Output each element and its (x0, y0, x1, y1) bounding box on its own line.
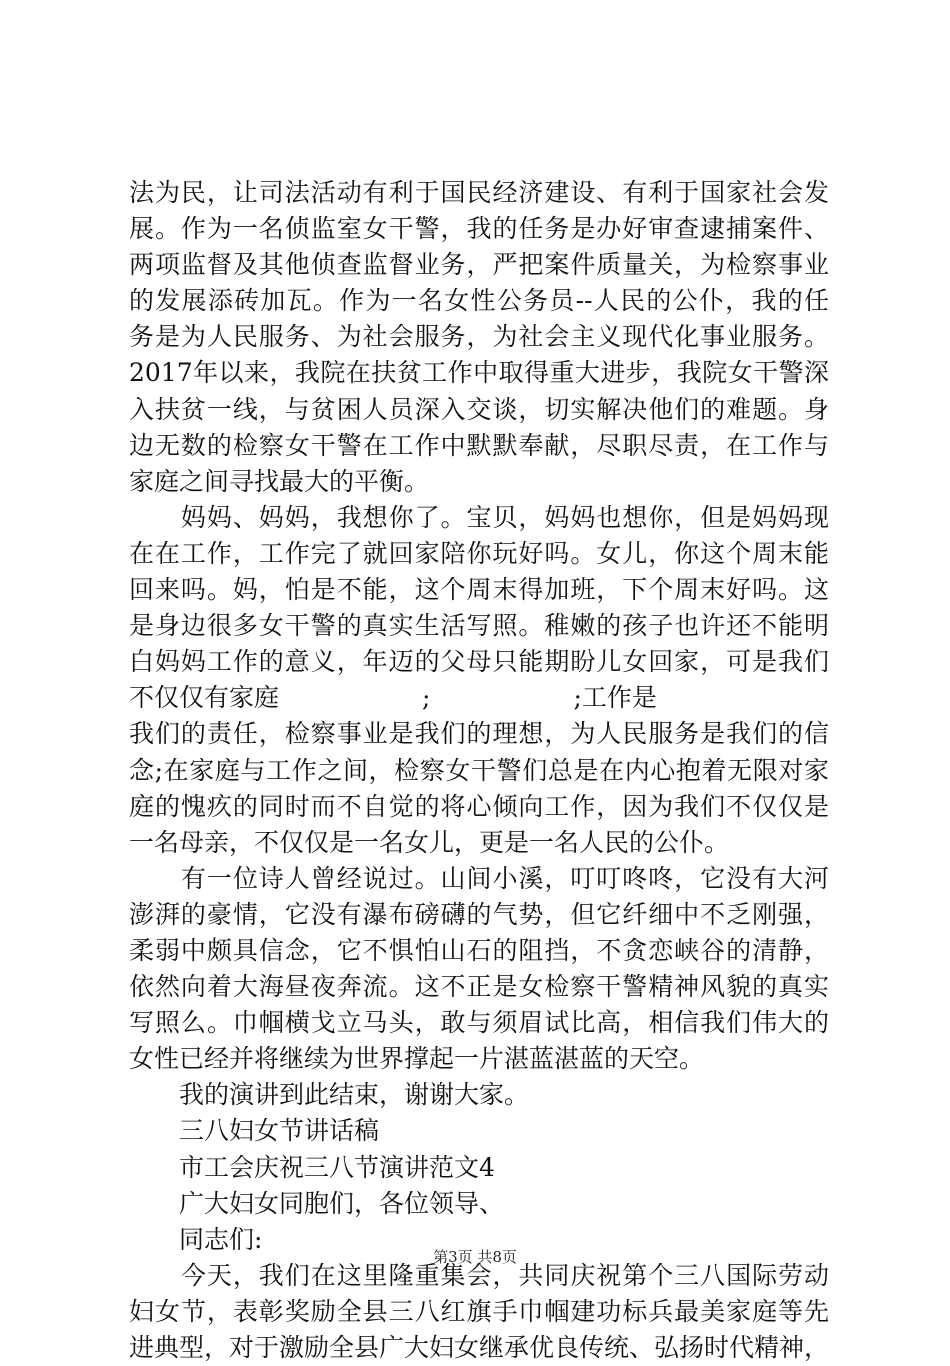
text-line: 不仅仅有家庭 ; ;工作是 (129, 683, 657, 713)
page-footer (0, 1246, 950, 1267)
text-line: 有一位诗人曾经说过。山间小溪，叮叮咚咚，它没有大河 (129, 863, 829, 893)
text-line: 入扶贫一线，与贫困人员深入交谈，切实解决他们的难题。身 (129, 394, 829, 424)
text-line: 写照么。巾帼横戈立马头，敢与须眉试比高，相信我们伟大的 (129, 1008, 829, 1038)
text-line: 展。作为一名侦监室女干警，我的任务是办好审查逮捕案件、 (129, 214, 829, 244)
text-line: 广大妇女同胞们，各位领导、 (129, 1188, 505, 1218)
text-line: 市工会庆祝三八节演讲范文4 (129, 1152, 495, 1182)
text-line: 我们的责任，检察事业是我们的理想，为人民服务是我们的信 (129, 719, 829, 749)
text-line: 三八妇女节讲话稿 (129, 1116, 380, 1146)
text-line: 是身边很多女干警的真实生活写照。稚嫩的孩子也许还不能明 (129, 611, 829, 641)
text-line: 依然向着大海昼夜奔流。这不正是女检察干警精神风貌的真实 (129, 972, 829, 1002)
text-line: 澎湃的豪情，它没有瀑布磅礴的气势，但它纤细中不乏刚强， (129, 899, 829, 929)
text-line: 白妈妈工作的意义，年迈的父母只能期盼儿女回家，可是我们 (129, 647, 829, 677)
text-line: 妇女节，表彰奖励全县三八红旗手巾帼建功标兵最美家庭等先 (129, 1296, 829, 1326)
text-line: 在在工作，工作完了就回家陪你玩好吗。女儿，你这个周末能 (129, 538, 829, 568)
text-line: 2017年以来，我院在扶贫工作中取得重大进步，我院女干警深 (129, 358, 829, 388)
text-line: 女性已经并将继续为世界撑起一片湛蓝湛蓝的天空。 (129, 1044, 705, 1074)
text-line: 务是为人民服务、为社会服务，为社会主义现代化事业服务。 (129, 322, 829, 352)
text-line: 一名母亲，不仅仅是一名女儿，更是一名人民的公仆。 (129, 827, 730, 857)
text-line: 我的演讲到此结束，谢谢大家。 (129, 1080, 530, 1110)
text-line: 边无数的检察女干警在工作中默默奉献，尽职尽责，在工作与 (129, 430, 829, 460)
text-line: 进典型，对于激励全县广大妇女继承优良传统、弘扬时代精神， (129, 1333, 830, 1362)
text-line: 念;在家庭与工作之间，检察女干警们总是在内心抱着无限对家 (129, 755, 829, 785)
page-number-label: 第3页 共8页 (433, 1248, 517, 1266)
document-body (129, 175, 829, 1366)
text-line: 两项监督及其他侦查监督业务，严把案件质量关，为检察事业 (129, 250, 829, 280)
text-line: 法为民，让司法活动有利于国民经济建设、有利于国家社会发 (129, 178, 829, 207)
text-line: 妈妈、妈妈，我想你了。宝贝，妈妈也想你，但是妈妈现 (129, 502, 829, 532)
text-line: 回来吗。妈，怕是不能，这个周末得加班，下个周末好吗。这 (129, 575, 829, 605)
text-line: 庭的愧疚的同时而不自觉的将心倾向工作，因为我们不仅仅是 (129, 791, 829, 821)
text-line: 家庭之间寻找最大的平衡。 (129, 466, 430, 496)
text-line: 柔弱中颇具信念，它不惧怕山石的阻挡，不贪恋峡谷的清静， (129, 935, 829, 965)
text-line: 同志们: (129, 1224, 263, 1254)
text-line: 的发展添砖加瓦。作为一名女性公务员--人民的公仆，我的任 (129, 286, 829, 316)
text-line: 今天，我们在这里隆重集会，共同庆祝第个三八国际劳动 (129, 1260, 829, 1290)
